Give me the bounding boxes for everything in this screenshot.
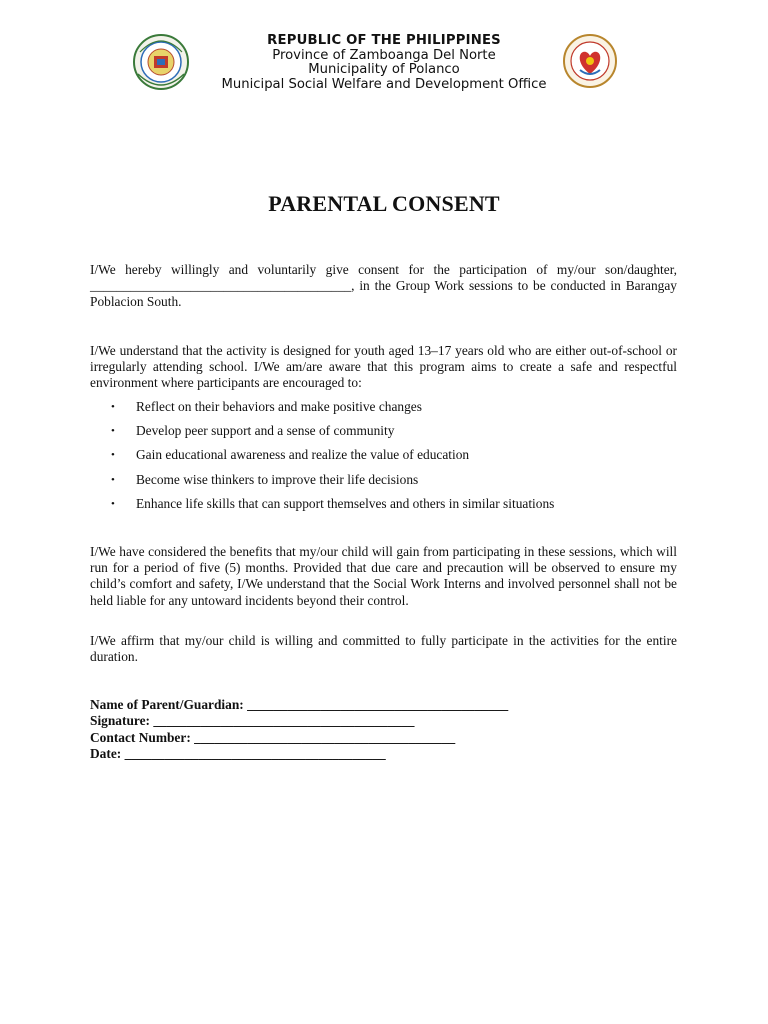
mswdo-seal-icon [558, 34, 622, 88]
bullet-icon: • [111, 449, 115, 462]
list-item [90, 471, 677, 495]
bullet-icon: • [111, 473, 115, 486]
parent-name-field[interactable]: Name of Parent/Guardian: _______________________________________ [90, 697, 509, 712]
objectives-list [90, 398, 677, 519]
list-item [90, 495, 677, 519]
list-item [90, 398, 677, 422]
office-line: Municipal Social Welfare and Development Office [221, 76, 547, 92]
letterhead [0, 34, 768, 96]
list-item-text: Enhance life skills that can support themselves and others in similar situations [136, 495, 555, 511]
municipality-seal-icon [130, 34, 192, 90]
signature-field[interactable]: Signature: _______________________________________ [90, 713, 415, 729]
list-item-text: Develop peer support and a sense of community [136, 423, 395, 439]
document-title: PARENTAL CONSENT [268, 191, 500, 216]
affirmation-paragraph: I/We affirm that my/our child is willing and committed to fully participate in the activities for the entire duration. [90, 633, 677, 665]
list-item [90, 446, 677, 470]
letterhead-text [190, 34, 578, 92]
signature-block [90, 697, 690, 763]
bullet-icon: • [111, 497, 115, 510]
list-item [90, 422, 677, 446]
consent-paragraph: I/We hereby willingly and voluntarily give consent for the participation of my/our son/daughter, _______________________________________, in the Group Work sessions to be conducted in Barangay Poblacion South. [90, 262, 677, 310]
program-description-paragraph: I/We understand that the activity is designed for youth aged 13–17 years old who are either out-of-school or irregularly attending school. I/We am/are aware that this program aims to create a safe and respectful environment where participants are encouraged to: [90, 343, 677, 391]
bullet-icon: • [111, 401, 115, 413]
municipality-line: Municipality of Polanco [308, 62, 460, 78]
list-item-text: Become wise thinkers to improve their life decisions [136, 471, 419, 487]
list-item-text: Gain educational awareness and realize the value of education [136, 447, 470, 463]
date-field[interactable]: Date: _______________________________________ [90, 746, 386, 762]
list-item-text: Reflect on their behaviors and make positive changes [136, 399, 422, 414]
contact-number-field[interactable]: Contact Number: _______________________________________ [90, 729, 456, 745]
liability-paragraph: I/We have considered the benefits that my/our child will gain from participating in these sessions, which will run for a period of five (5) months. Provided that due care and precaution will be observed to ensure my child’s comfort and safety, I/We understand that the Social Work Interns and involved personnel shall not be held liable for any untoward incidents beyond their control. [90, 544, 677, 608]
bullet-icon: • [111, 425, 115, 438]
country-heading: REPUBLIC OF THE PHILIPPINES [267, 33, 501, 48]
province-line: Province of Zamboanga Del Norte [272, 47, 496, 63]
